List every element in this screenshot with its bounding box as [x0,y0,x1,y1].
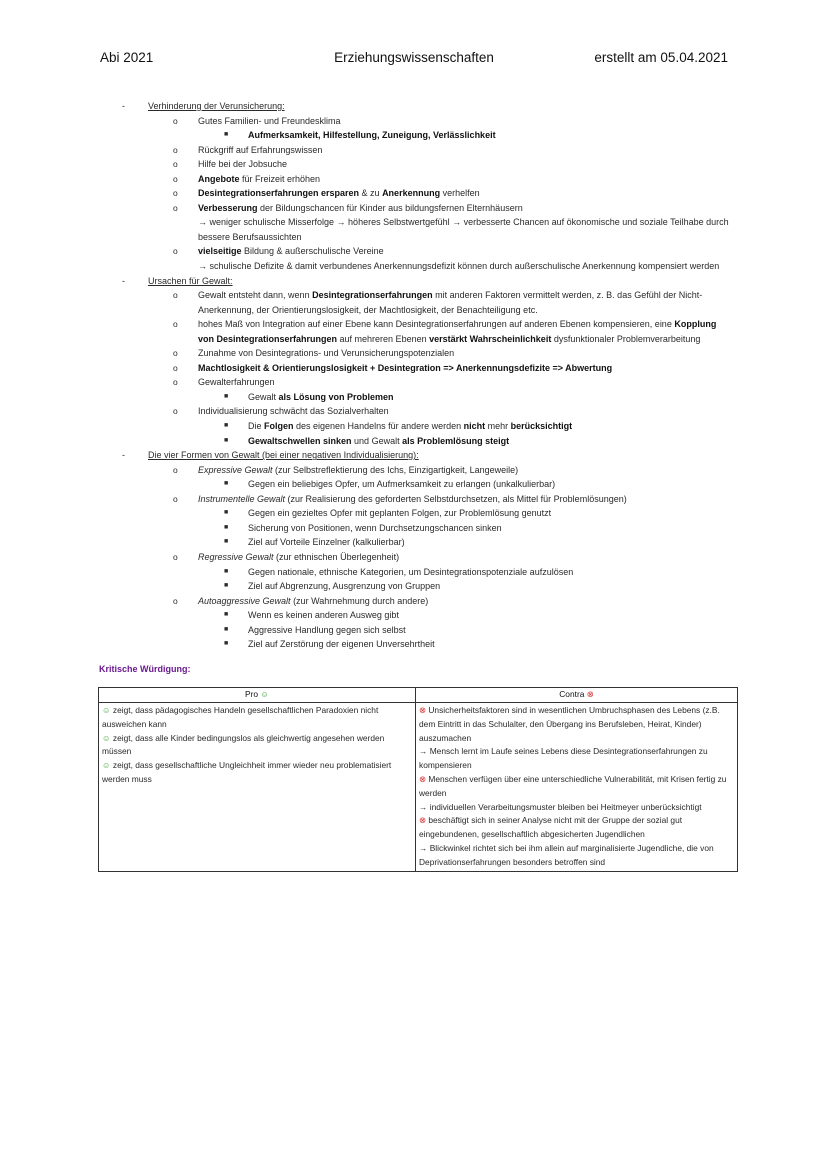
section-formen [0,448,828,463]
list-item: o Angebote für Freizeit erhöhen [0,172,828,187]
list-item: o Machtlosigkeit & Orientierungslosigkeit + Desintegration => Anerkennungsdefizite => Abwertung [0,361,828,376]
dash-bullet: - [122,450,125,461]
notes-outline [0,99,828,652]
list-item: ■ Gegen ein beliebiges Opfer, um Aufmerksamkeit zu erlangen (unkalkulierbar) [0,477,828,492]
list-item: o Gutes Familien- und Freundesklima [0,114,828,129]
circle-bullet: o [173,551,178,562]
list-item: ■ Die Folgen des eigenen Handelns für andere werden nicht mehr berücksichtigt [0,419,828,434]
list-item: ■ Sicherung von Positionen, wenn Durchsetzungschancen sinken [0,521,828,536]
list-item: o Expressive Gewalt (zur Selbstreflektierung des Ichs, Einzigartigkeit, Langeweile) [0,463,828,478]
square-bullet: ■ [224,640,229,648]
list-item: ■ Gewalt als Lösung von Problemen [0,390,828,405]
list-item: ■ Aufmerksamkeit, Hilfestellung, Zuneigung, Verlässlichkeit [0,128,828,143]
list-item: o Zunahme von Desintegrations- und Verunsicherungspotenzialen [0,346,828,361]
contra-consequence: → Mensch lernt im Laufe seines Lebens diese Desintegrationserfahrungen zu kompensieren [419,746,708,771]
circle-bullet: o [173,377,178,388]
section-title: Die vier Formen von Gewalt (bei einer negativen Individualisierung): [148,450,419,461]
circle-bullet: o [173,362,178,373]
smiley-icon: ☺ [102,705,111,715]
square-bullet: ■ [224,523,229,531]
list-item: o hohes Maß von Integration auf einer Ebene kann Desintegrationserfahrungen auf anderen Ebenen kompensieren, eine Kopplung von Desintegrationserfahrungen auf mehreren Ebenen verstärkt Wahrscheinlichkeit dysfunktionaler Problemverarbeitung [173,319,717,344]
pro-point: ☺ zeigt, dass pädagogisches Handeln gesellschaftlichen Paradoxien nicht ausweichen kann [102,705,379,729]
circle-bullet: o [173,464,178,475]
cross-circle-icon: ⊗ [419,815,427,826]
square-bullet: ■ [224,611,229,619]
circle-bullet: o [173,319,178,330]
circle-bullet: o [173,173,178,184]
square-bullet: ■ [224,422,229,430]
list-item: ■ Gewaltschwellen sinken und Gewalt als Problemlösung steigt [0,434,828,449]
header-year: Abi 2021 [100,50,154,65]
list-item: o Verbesserung der Bildungschancen für Kinder aus bildungsfernen Elternhäusern → weniger schulische Misserfolge → höheres Selbstwertgefühl → verbesserte Chancen auf ökonomische und soziale Teilhabe durch bessere Berufsaussichten [173,202,729,242]
pro-contra-table [98,687,738,872]
list-item: ■ Gegen ein gezieltes Opfer mit geplanten Folgen, zur Problemlösung genutzt [0,506,828,521]
square-bullet: ■ [224,392,229,400]
section-ursachen [0,274,828,289]
contra-consequence: → individuellen Verarbeitungsmuster bleiben bei Heitmeyer unberücksichtigt [419,801,702,812]
square-bullet: ■ [224,480,229,488]
square-bullet: ■ [224,509,229,517]
contra-header: Contra ⊗ [416,688,738,703]
square-bullet: ■ [224,567,229,575]
table-header-row [99,688,738,703]
list-item: o Hilfe bei der Jobsuche [0,157,828,172]
smiley-icon: ☺ [102,760,111,771]
list-item: o Regressive Gewalt (zur ethnischen Überlegenheit) [0,550,828,565]
circle-bullet: o [173,115,178,126]
square-bullet: ■ [224,582,229,590]
circle-bullet: o [173,159,178,170]
circle-bullet: o [173,188,178,199]
list-item: ■ Wenn es keinen anderen Ausweg gibt [0,608,828,623]
pro-cell [99,703,416,872]
pro-header: Pro ☺ [99,688,416,703]
cross-circle-icon: ⊗ [419,773,427,784]
header-date: erstellt am 05.04.2021 [594,50,728,65]
list-item: o Rückgriff auf Erfahrungswissen [0,143,828,158]
pro-point: ☺ zeigt, dass gesellschaftliche Ungleichheit immer wieder neu problematisiert werden muss [102,760,392,784]
circle-bullet: o [173,144,178,155]
contra-cell [416,703,738,872]
kritische-wuerdigung-heading: Kritische Würdigung: [99,664,191,674]
square-bullet: ■ [224,538,229,546]
list-item: ■ Ziel auf Vorteile Einzelner (kalkulierbar) [0,535,828,550]
circle-bullet: o [173,290,178,301]
list-item: o vielseitige Bildung & außerschulische Vereine → schulische Defizite & damit verbundenes Anerkennungsdefizit können durch außerschulische Anerkennung kompensiert werden [173,246,720,272]
list-item: o Instrumentelle Gewalt (zur Realisierung des geforderten Selbstdurchsetzen, als Mittel für Problemlösungen) [0,492,828,507]
square-bullet: ■ [224,625,229,633]
square-bullet: ■ [224,131,229,139]
contra-point: ⊗ Unsicherheitsfaktoren sind in wesentlichen Umbruchsphasen des Lebens (z.B. dem Eintritt in das Schulalter, den Übergang ins Berufsleben, Heirat, Kinder) auszumachen [419,705,720,743]
circle-bullet: o [173,246,178,257]
list-item: o Individualisierung schwächt das Sozialverhalten [0,404,828,419]
dash-bullet: - [122,275,125,286]
circle-bullet: o [173,493,178,504]
page-header [100,50,728,68]
list-item: ■ Gegen nationale, ethnische Kategorien, um Desintegrationspotenziale aufzulösen [0,565,828,580]
cross-circle-icon: ⊗ [419,705,427,715]
smiley-icon: ☺ [260,689,269,699]
table-row [99,703,738,872]
list-item: o Gewalterfahrungen [0,375,828,390]
list-item: o Gewalt entsteht dann, wenn Desintegrationserfahrungen mit anderen Faktoren vermittelt werden, z. B. das Gefühl der Nicht-Anerkennung, der Orientierungslosigkeit, der Machtlosigkeit, der Benachteiligung etc. [173,290,703,315]
list-item: o Desintegrationserfahrungen ersparen & zu Anerkennung verhelfen [0,186,828,201]
header-subject: Erziehungswissenschaften [334,50,494,65]
contra-consequence: → Blickwinkel richtet sich bei ihm allein auf marginalisierte Jugendliche, die von Deprivationserfahrungen besonders betroffen sind [419,842,714,867]
circle-bullet: o [173,595,178,606]
list-item: ■ Ziel auf Abgrenzung, Ausgrenzung von Gruppen [0,579,828,594]
circle-bullet: o [173,202,178,213]
list-item: ■ Aggressive Handlung gegen sich selbst [0,623,828,638]
circle-bullet: o [173,406,178,417]
pro-point: ☺ zeigt, dass alle Kinder bedingungslos als gleichwertig angesehen werden müssen [102,732,385,757]
section-title: Verhinderung der Verunsicherung: [148,101,285,111]
circle-bullet: o [173,348,178,359]
contra-point: ⊗ beschäftigt sich in seiner Analyse nicht mit der Gruppe der sozial gut eingebundenen, gesellschaftlich abgesicherten Jugendlichen [419,815,683,840]
smiley-icon: ☺ [102,732,111,743]
list-item: ■ Ziel auf Zerstörung der eigenen Unversehrtheit [0,637,828,652]
list-item: o Autoaggressive Gewalt (zur Wahrnehmung durch andere) [0,594,828,609]
section-title: Ursachen für Gewalt: [148,275,233,286]
section-verhinderung [0,99,828,114]
cross-circle-icon: ⊗ [586,689,594,699]
contra-point: ⊗ Menschen verfügen über eine unterschiedliche Vulnerabilität, mit Krisen fertig zu werden [419,773,727,798]
dash-bullet: - [122,101,125,111]
square-bullet: ■ [224,436,229,444]
